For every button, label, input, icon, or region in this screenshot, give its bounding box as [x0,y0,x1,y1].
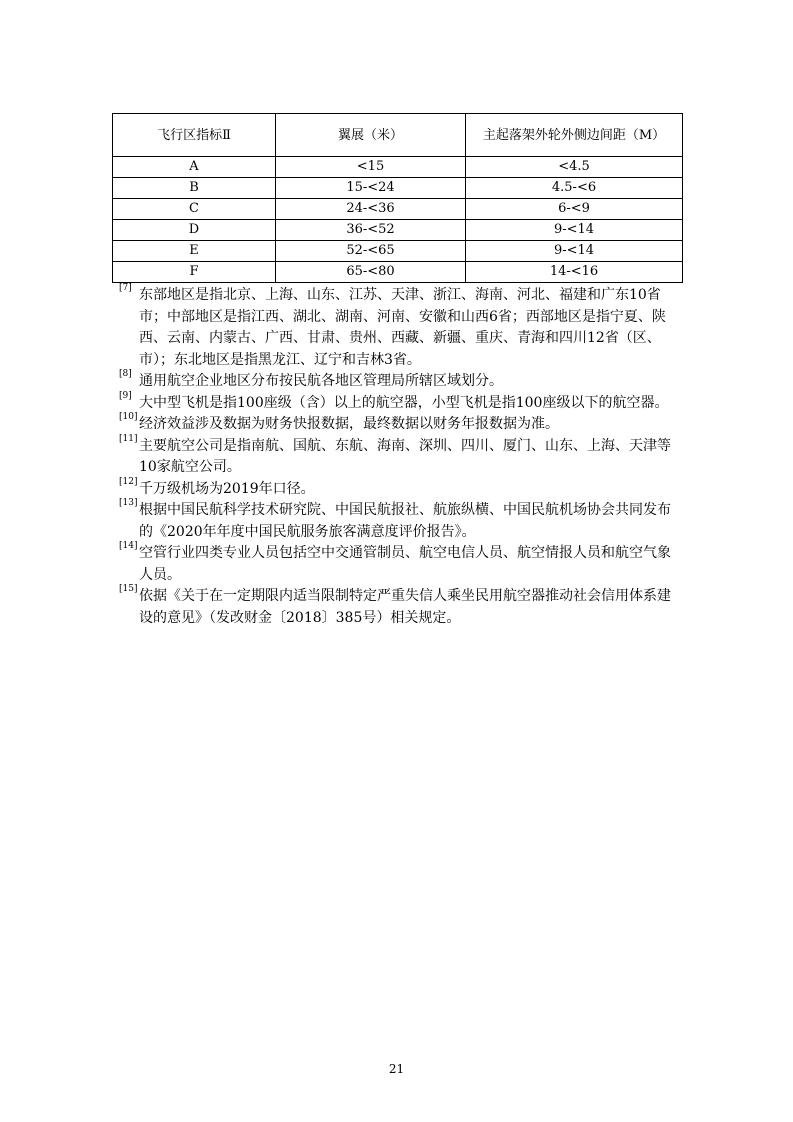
footnote-text: 大中型飞机是指100座级（含）以上的航空器，小型飞机是指100座级以下的航空器。 [139,394,669,411]
table-cell: B [113,178,276,199]
footnote-marker: [14] [119,541,138,551]
header-wingspan: 翼展（米） [276,114,466,157]
footnote-text: 经济效益涉及数据为财务快报数据，最终数据以财务年报数据为准。 [139,416,559,432]
aerodrome-code-table-container [112,113,682,283]
table-cell: 52-<65 [276,241,466,262]
footnotes [119,285,675,629]
footnote-marker: [11] [119,433,138,444]
page-number: 21 [388,1062,405,1076]
table-row [113,220,683,241]
footnote-marker: [13] [119,498,138,508]
table-row [113,241,683,262]
footnote-marker: [12] [119,476,138,487]
table-cell: 24-<36 [276,199,466,220]
footnote [119,371,675,393]
header-gear-span: 主起落架外轮外侧边间距（M） [466,114,683,157]
table-row [113,199,683,220]
footnote-text: 根据中国民航科学技术研究院、中国民航报社、航旅纵横、中国民航机场协会共同发布的《2020年年度中国民航服务旅客满意度评价报告》。 [139,502,671,540]
table-cell: E [113,241,276,262]
footnote-text: 千万级机场为2019年口径。 [139,480,315,497]
table-row [113,157,683,178]
table-cell: 9-<14 [466,241,683,262]
footnote [119,414,675,436]
table-cell: 9-<14 [466,220,683,241]
footnote-marker: [15] [119,584,138,594]
table-cell: F [113,262,276,283]
footnote-text: 通用航空企业地区分布按民航各地区管理局所辖区域划分。 [139,373,503,389]
table-cell: <15 [276,157,466,178]
footnote-marker: [8] [119,369,132,379]
table-cell: 36-<52 [276,220,466,241]
footnote-text: 依据《关于在一定期限内适当限制特定严重失信人乘坐民用航空器推动社会信用体系建设的意见》（发改财金〔2018〕385号）相关规定。 [139,588,671,626]
footnote [119,476,675,501]
table-cell: D [113,220,276,241]
footnote [119,433,675,479]
footnote [119,543,675,586]
footnote [119,390,675,415]
table-cell: A [113,157,276,178]
table-cell: 65-<80 [276,262,466,283]
footnote-marker: [10] [119,412,138,422]
footnote [119,500,675,543]
footnote-marker: [7] [119,283,132,293]
footnote-text: 东部地区是指北京、上海、山东、江苏、天津、浙江、海南、河北、福建和广东10省市；中部地区是指江西、湖北、湖南、河南、安徽和山西6省；西部地区是指宁夏、陕西、云南、内蒙古、广西、甘肃、贵州、西藏、新疆、重庆、青海和四川12省（区、市）；东北地区是指黑龙江、辽宁和吉林3省。 [139,287,666,368]
table-cell: 4.5-<6 [466,178,683,199]
table-row [113,178,683,199]
table-row [113,262,683,283]
footnote-marker: [9] [119,390,132,401]
footnote-text: 空管行业四类专业人员包括空中交通管制员、航空电信人员、航空情报人员和航空气象人员。 [139,545,671,583]
table-cell: C [113,199,276,220]
table-cell: 14-<16 [466,262,683,283]
table-cell: 15-<24 [276,178,466,199]
footnote [119,285,675,371]
footnote-text: 主要航空公司是指南航、国航、东航、海南、深圳、四川、厦门、山东、上海、天津等10家航空公司。 [139,437,671,475]
footnote [119,586,675,629]
aerodrome-code-table [112,113,683,283]
table-cell: 6-<9 [466,199,683,220]
table-header-row [113,114,683,157]
table-cell: <4.5 [466,157,683,178]
header-code-element: 飞行区指标Ⅱ [113,114,276,157]
